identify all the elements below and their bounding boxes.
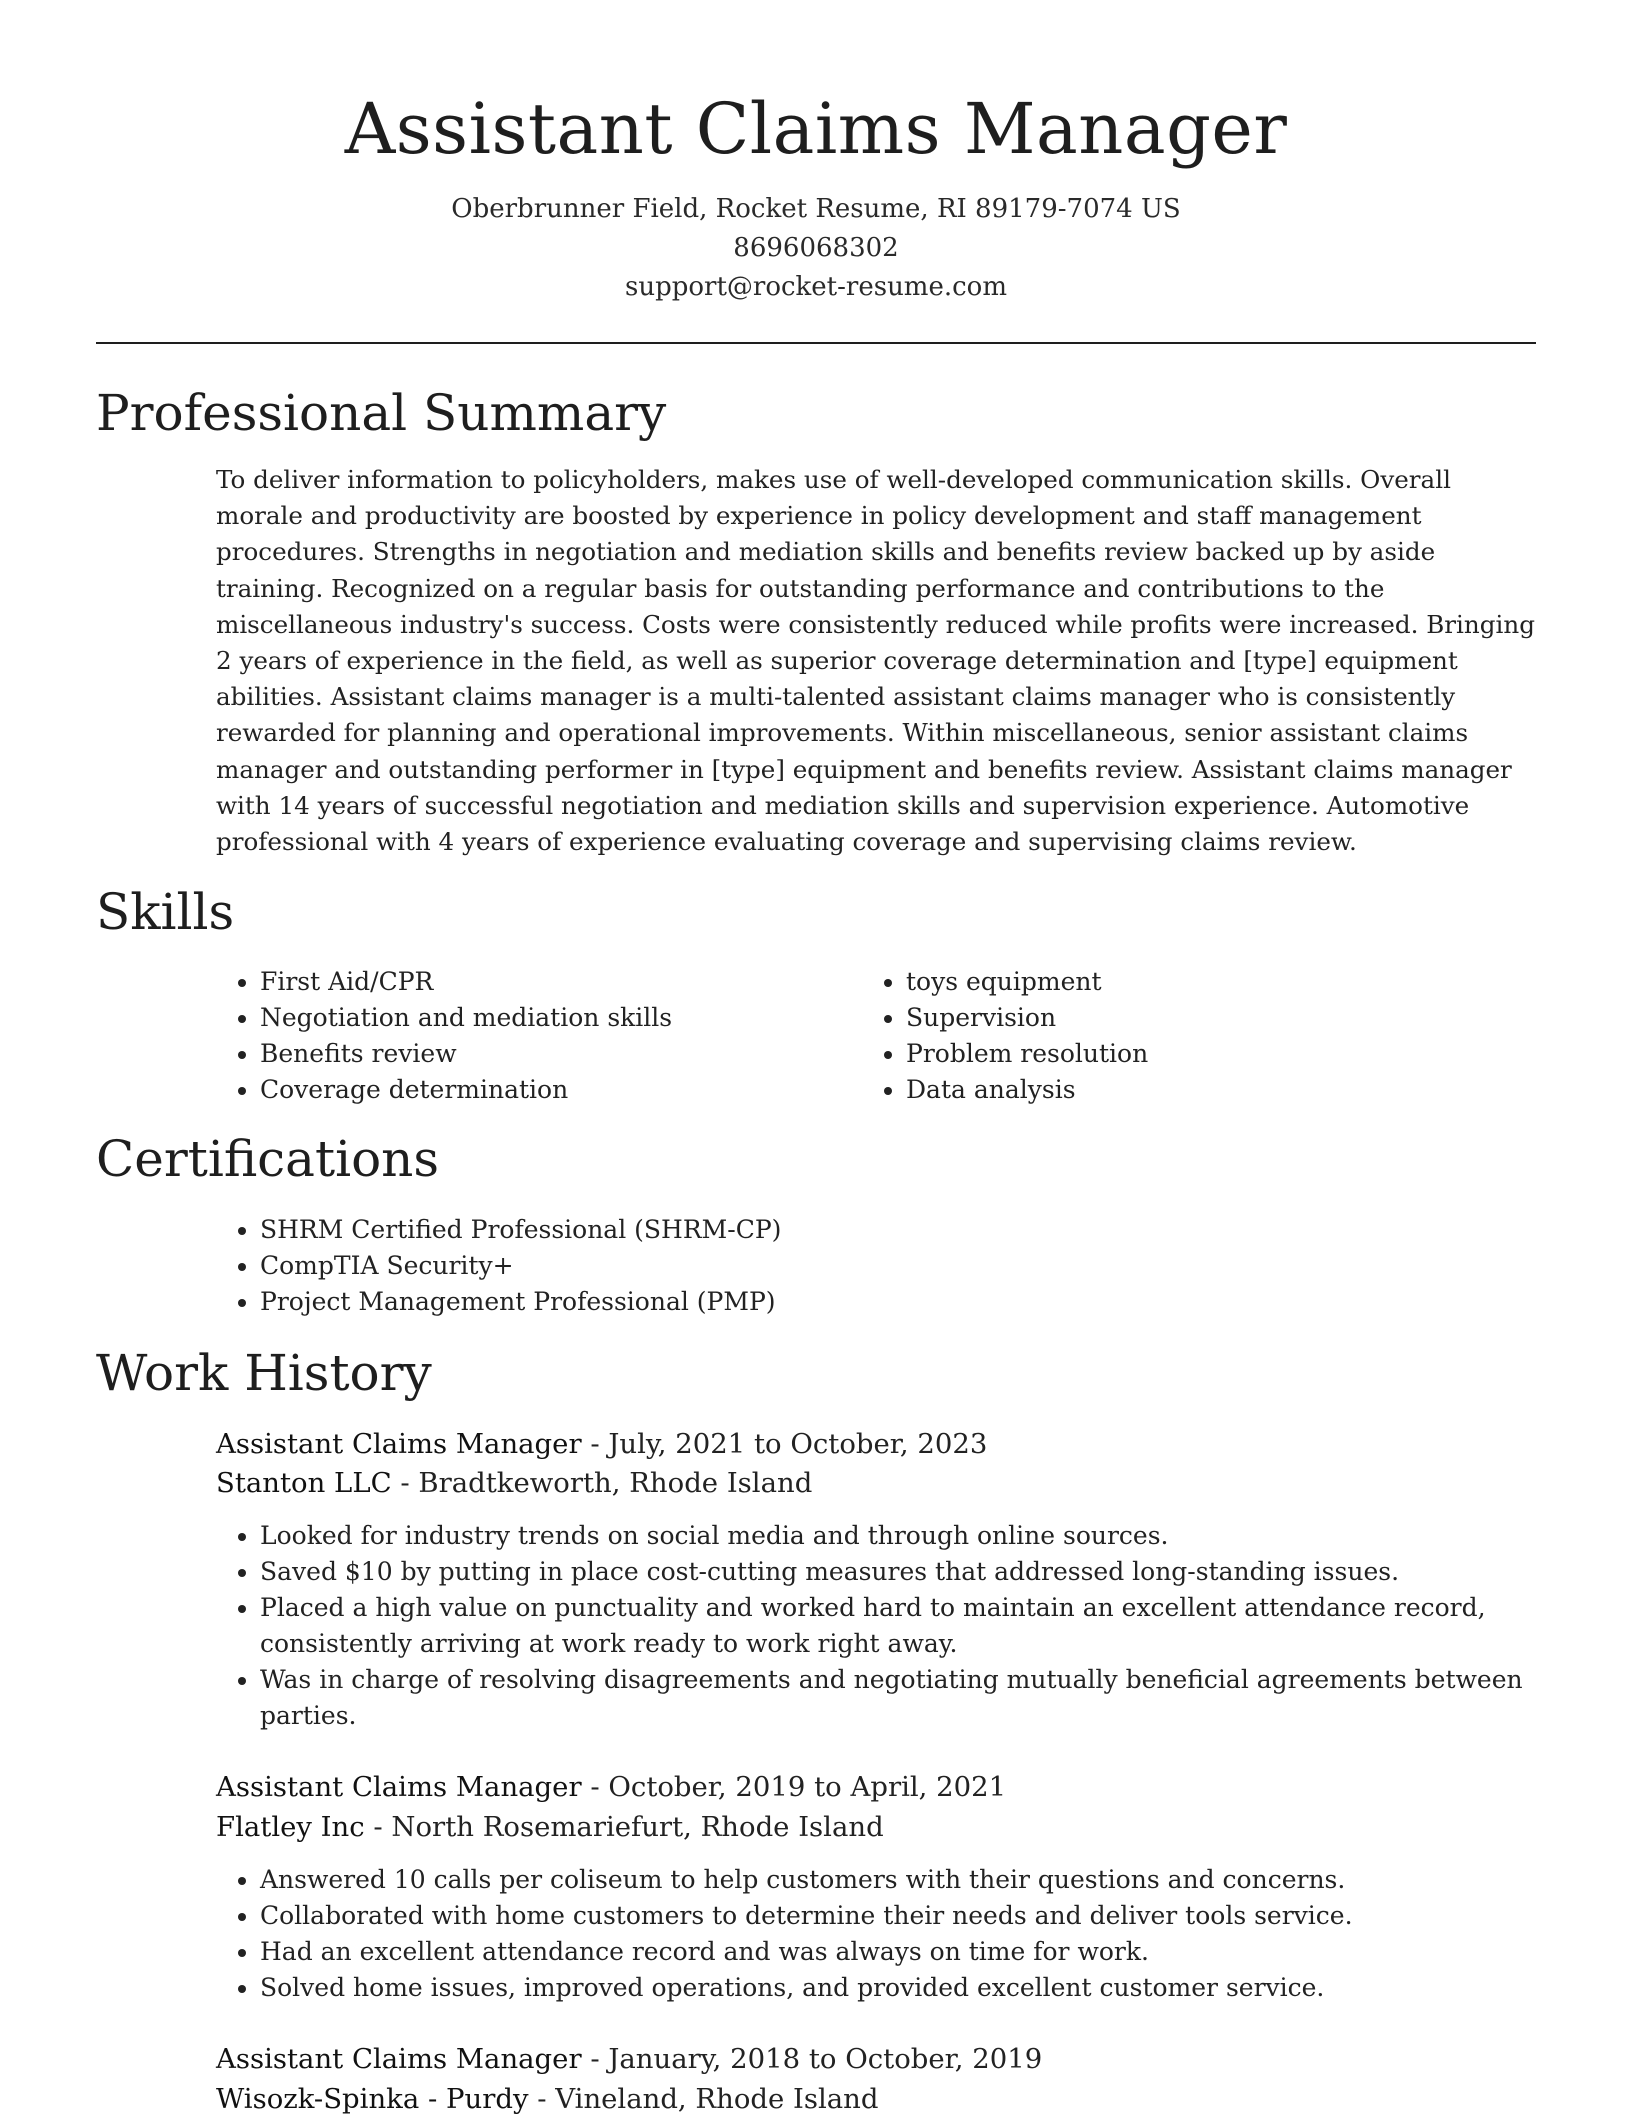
job-location: - North Rosemariefurt, Rhode Island [364, 1811, 884, 1843]
job-title-line [216, 1767, 1006, 1807]
work-history-heading: Work History [96, 1344, 432, 1402]
job-bullets [216, 1862, 1550, 2006]
job-title-line [216, 1424, 987, 1464]
job-location: - Bradtkeworth, Rhode Island [391, 1467, 813, 1499]
skill-item: • toys equipment [906, 964, 1506, 1000]
header-divider [96, 342, 1536, 344]
certifications-heading: Certifications [96, 1130, 440, 1188]
job-title: Assistant Claims Manager [216, 1428, 582, 1460]
job-bullet: • Collaborated with home customers to determine their needs and deliver tools service. [260, 1898, 1550, 1934]
company-name: Flatley Inc [216, 1811, 365, 1843]
skills-list-left [216, 964, 860, 1108]
job-company-line [216, 1463, 812, 1503]
address: Oberbrunner Field, Rocket Resume, RI 89179-7074 US [451, 194, 1181, 224]
job-title-line [216, 2039, 1042, 2079]
job-bullets [216, 1518, 1550, 1734]
job-bullet: • Saved $10 by putting in place cost-cutting measures that addressed long-standing issues. [260, 1554, 1550, 1590]
skill-item: • Data analysis [906, 1072, 1506, 1108]
certifications-list [216, 1212, 1560, 1320]
contact-block [0, 190, 1632, 307]
skill-item: • Negotiation and mediation skills [260, 1000, 860, 1036]
company-name: Stanton LLC [216, 1467, 392, 1499]
job-dates: - January, 2018 to October, 2019 [581, 2043, 1043, 2075]
summary-heading: Professional Summary [96, 384, 667, 442]
skill-item: • Benefits review [260, 1036, 860, 1072]
job-bullet: • Had an excellent attendance record and was always on time for work. [260, 1934, 1550, 1970]
job-title: Assistant Claims Manager [216, 2043, 582, 2075]
phone: 8696068302 [733, 233, 899, 263]
certification-item: • CompTIA Security+ [260, 1248, 1560, 1284]
job-company-line [216, 1807, 884, 1847]
job-bullet: • Looked for industry trends on social media and through online sources. [260, 1518, 1550, 1554]
job-bullet: • Solved home issues, improved operations, and provided excellent customer service. [260, 1970, 1550, 2006]
job-bullet: • Was in charge of resolving disagreements and negotiating mutually beneficial agreements between parties. [260, 1662, 1550, 1734]
certification-item: • Project Management Professional (PMP) [260, 1284, 1560, 1320]
email: support@rocket-resume.com [624, 272, 1007, 302]
company-name: Wisozk-Spinka - Purdy [216, 2083, 529, 2115]
job-bullet: • Answered 10 calls per coliseum to help customers with their questions and concerns. [260, 1862, 1550, 1898]
summary-text: To deliver information to policyholders, makes use of well-developed communication skills. Overall morale and productivity are boosted by experience in policy development and staff management procedures. Strengths in negotiation and mediation skills and benefits review backed up by aside training. Recognized on a regular basis for outstanding performance and contributions to the miscellaneous industry's success. Costs were consistently reduced while profits were increased. Bringing 2 years of experience in the field, as well as superior coverage determination and [type] equipment abilities. Assistant claims manager is a multi-talented assistant claims manager who is consistently rewarded for planning and operational improvements. Within miscellaneous, senior assistant claims manager and outstanding performer in [type] equipment and benefits review. Assistant claims manager with 14 years of successful negotiation and mediation skills and supervision experience. Automotive professional with 4 years of experience evaluating coverage and supervising claims review. [216, 465, 1535, 857]
certification-item: • SHRM Certified Professional (SHRM-CP) [260, 1212, 1560, 1248]
skills-heading: Skills [96, 883, 235, 941]
skill-item: • Coverage determination [260, 1072, 860, 1108]
candidate-name: Assistant Claims Manager [344, 88, 1288, 170]
job-dates: - October, 2019 to April, 2021 [581, 1771, 1007, 1803]
job-company-line [216, 2079, 879, 2119]
job-bullet: • Placed a high value on punctuality and worked hard to maintain an excellent attendance record, consistently arriving at work ready to work right away. [260, 1590, 1550, 1662]
skills-list-right [862, 964, 1506, 1108]
job-location: - Vineland, Rhode Island [528, 2083, 879, 2115]
skill-item: • Problem resolution [906, 1036, 1506, 1072]
skill-item: • First Aid/CPR [260, 964, 860, 1000]
job-title: Assistant Claims Manager [216, 1771, 582, 1803]
skill-item: • Supervision [906, 1000, 1506, 1036]
job-dates: - July, 2021 to October, 2023 [581, 1428, 988, 1460]
